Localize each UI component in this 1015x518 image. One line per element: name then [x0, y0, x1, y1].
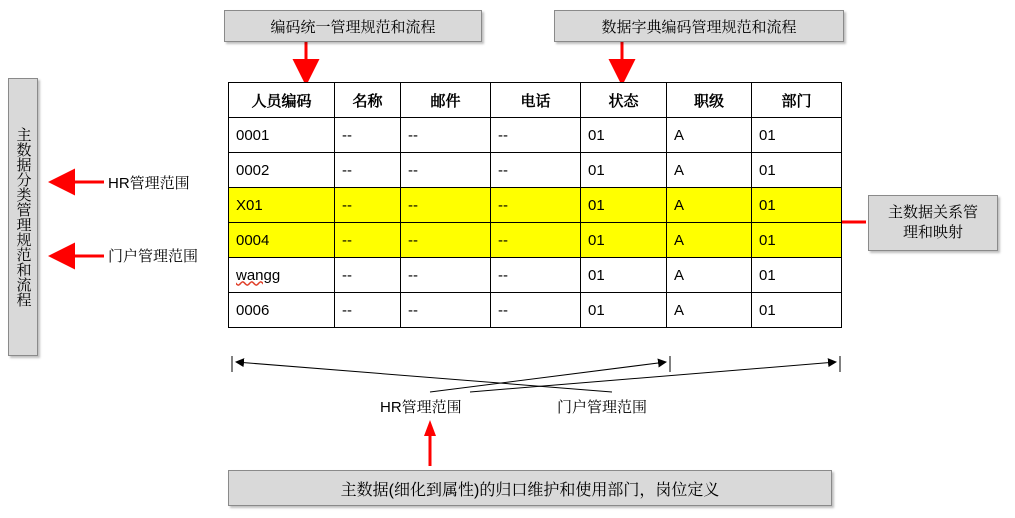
table-cell-phone: -- [491, 118, 581, 153]
table-cell-code [229, 258, 335, 293]
table-header-cell: 状态 [581, 83, 667, 118]
table-cell-name: -- [335, 118, 401, 153]
table-cell-status: 01 [581, 118, 667, 153]
table-cell-status: 01 [581, 223, 667, 258]
table-cell-dept: 01 [752, 293, 842, 328]
left-vertical-label: 主数据分类管理规范和流程 [8, 78, 38, 356]
table-header-cell: 名称 [335, 83, 401, 118]
table-cell-phone: -- [491, 293, 581, 328]
label-portal-scope-bottom: 门户管理范围 [557, 399, 648, 416]
table-header-cell: 部门 [752, 83, 842, 118]
table-cell-phone: -- [491, 188, 581, 223]
bottom-label-ownership: 主数据(细化到属性)的归口维护和使用部门，岗位定义 [228, 470, 832, 506]
label-hr-scope-left: HR管理范围 [108, 175, 190, 192]
table-cell-dept: 01 [752, 153, 842, 188]
table-header-cell: 人员编码 [229, 83, 335, 118]
table-cell-dept: 01 [752, 223, 842, 258]
table-cell-dept: 01 [752, 258, 842, 293]
table-cell-mail: -- [401, 293, 491, 328]
table-cell-mail: -- [401, 188, 491, 223]
table-cell-code: X01 [229, 188, 335, 223]
master-data-table-wrapper [228, 82, 841, 355]
table-cell-status: 01 [581, 293, 667, 328]
table-cell-code: 0004 [229, 223, 335, 258]
top-label-dictionary-standard: 数据字典编码管理规范和流程 [554, 10, 844, 42]
table-cell-name: -- [335, 293, 401, 328]
table-cell-name: -- [335, 153, 401, 188]
master-data-table [228, 82, 842, 328]
table-header-cell: 邮件 [401, 83, 491, 118]
table-cell-rank: A [667, 223, 752, 258]
right-label-master-data-relation [868, 195, 998, 251]
table-cell-rank: A [667, 118, 752, 153]
table-cell-mail: -- [401, 118, 491, 153]
table-cell-rank: A [667, 188, 752, 223]
right-label-line-1: 主数据关系管 [887, 204, 978, 221]
right-label-line-2: 理和映射 [902, 224, 963, 241]
table-header-cell: 电话 [491, 83, 581, 118]
table-header-row [229, 83, 842, 118]
table-cell-code: 0001 [229, 118, 335, 153]
table-row [229, 223, 842, 258]
table-cell-code: 0002 [229, 153, 335, 188]
table-cell-name: -- [335, 223, 401, 258]
table-cell-phone: -- [491, 223, 581, 258]
table-cell-phone: -- [491, 153, 581, 188]
table-cell-mail: -- [401, 223, 491, 258]
table-cell-status: 01 [581, 258, 667, 293]
table-cell-code: 0006 [229, 293, 335, 328]
table-cell-status: 01 [581, 188, 667, 223]
table-row [229, 293, 842, 328]
table-row [229, 153, 842, 188]
table-cell-mail: -- [401, 258, 491, 293]
label-portal-scope-left: 门户管理范围 [108, 248, 199, 265]
table-cell-rank: A [667, 293, 752, 328]
table-cell-name: -- [335, 258, 401, 293]
table-cell-phone: -- [491, 258, 581, 293]
top-label-coding-standard: 编码统一管理规范和流程 [224, 10, 482, 42]
table-header-cell: 职级 [667, 83, 752, 118]
table-row [229, 258, 842, 293]
table-cell-mail: -- [401, 153, 491, 188]
table-row [229, 188, 842, 223]
table-cell-name: -- [335, 188, 401, 223]
label-hr-scope-bottom: HR管理范围 [380, 399, 462, 416]
table-cell-dept: 01 [752, 118, 842, 153]
table-cell-code-text: wangg [236, 266, 281, 284]
table-cell-rank: A [667, 258, 752, 293]
table-row [229, 118, 842, 153]
table-cell-status: 01 [581, 153, 667, 188]
table-cell-rank: A [667, 153, 752, 188]
table-cell-dept: 01 [752, 188, 842, 223]
